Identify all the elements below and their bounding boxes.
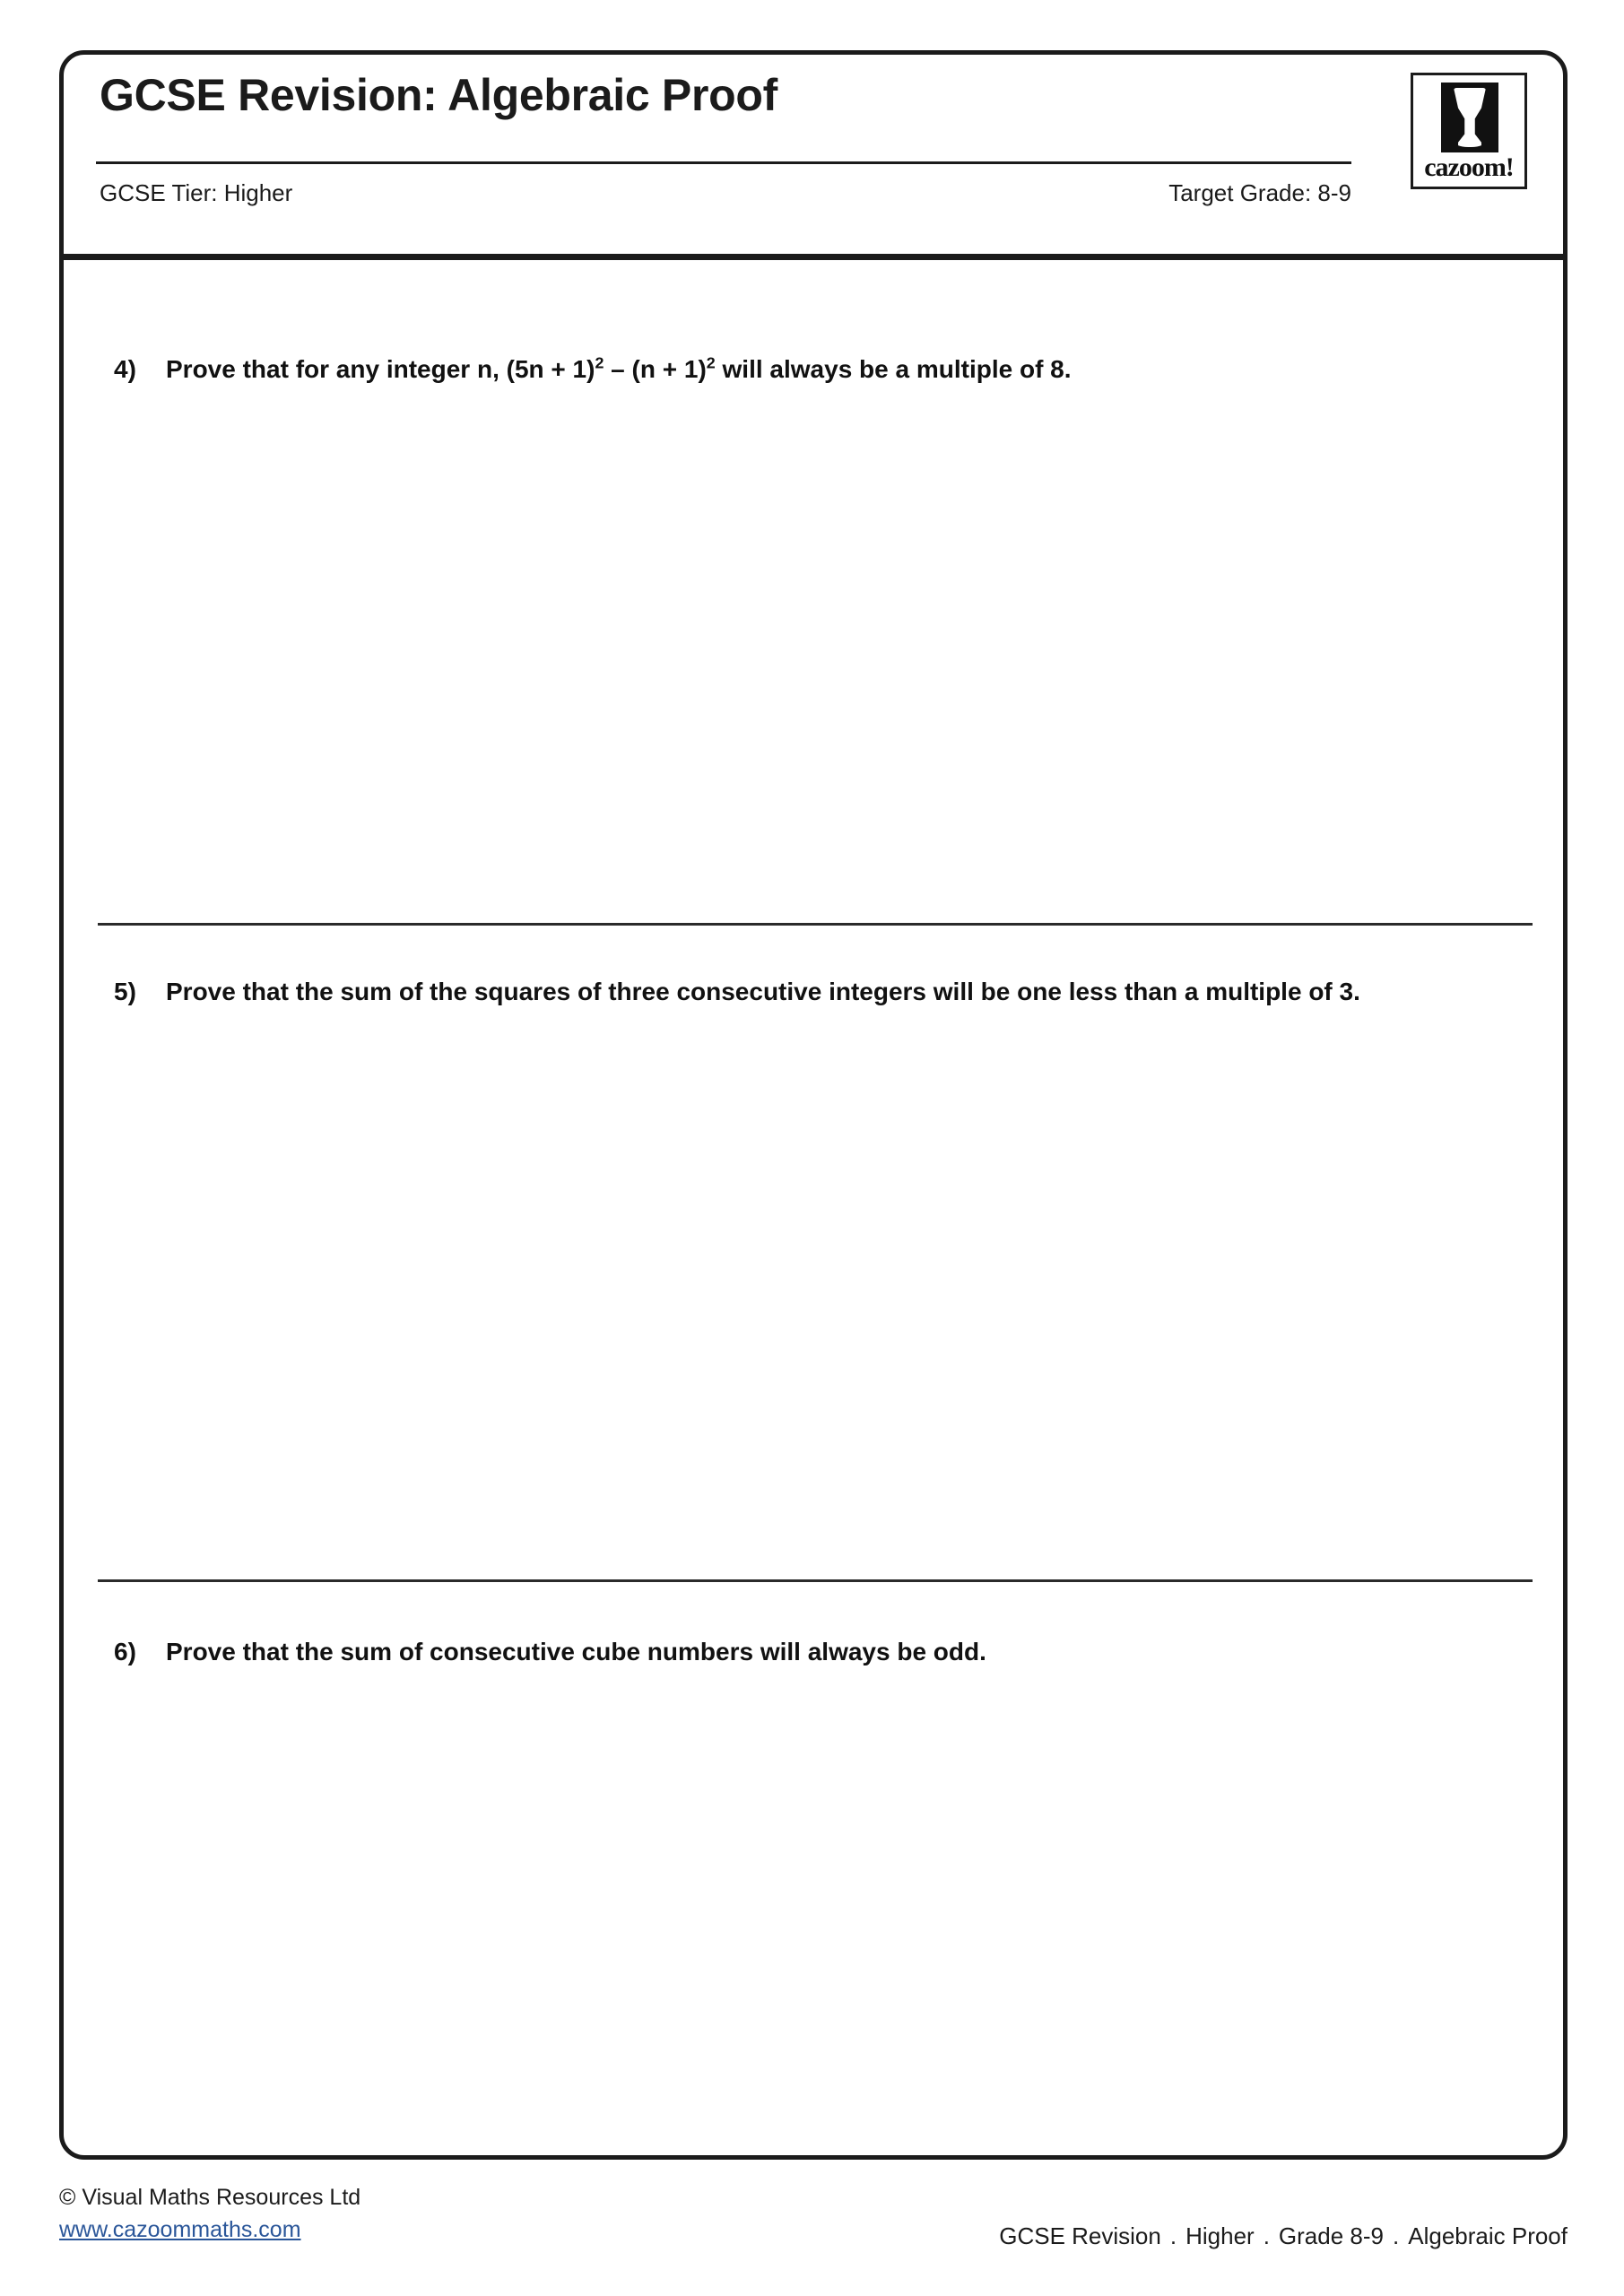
tier-label: GCSE Tier: Higher	[100, 179, 293, 206]
footer-copyright-block	[59, 2181, 360, 2247]
question-4-text	[166, 353, 1459, 387]
question-5	[114, 976, 1459, 1009]
footer-breadcrumb	[671, 2222, 1568, 2250]
breadcrumb-item-grade: Grade 8-9	[1278, 2222, 1384, 2249]
breadcrumb-item-revision: GCSE Revision	[999, 2222, 1161, 2249]
hourglass-glass-icon	[1441, 83, 1498, 152]
question-4	[114, 353, 1459, 387]
title-divider	[96, 161, 1351, 164]
question-divider-1	[98, 923, 1533, 926]
worksheet-frame	[59, 50, 1568, 2160]
question-4-exponent-2: 2	[706, 353, 716, 372]
question-6	[114, 1636, 1459, 1669]
question-5-text: Prove that the sum of the squares of three consecutive integers will be one less than a multiple of 3.	[166, 978, 1360, 1005]
breadcrumb-separator-3: .	[1393, 2222, 1400, 2249]
question-4-part-1: Prove that for any integer n, (5n + 1)	[166, 355, 595, 383]
website-link[interactable]: www.cazoommaths.com	[59, 2217, 301, 2243]
copyright-text: © Visual Maths Resources Ltd	[59, 2185, 361, 2210]
question-5-number: 5)	[114, 978, 136, 1005]
worksheet-header	[64, 55, 1563, 258]
question-4-number: 4)	[114, 355, 136, 383]
question-4-exponent-1: 2	[595, 353, 604, 372]
breadcrumb-separator-2: .	[1263, 2222, 1270, 2249]
question-4-part-2: – (n + 1)	[604, 355, 707, 383]
cazoom-logo	[1411, 73, 1527, 189]
logo-wordmark: cazoom!	[1424, 152, 1514, 182]
breadcrumb-separator-1: .	[1169, 2222, 1177, 2249]
target-grade-label: Target Grade: 8-9	[1168, 179, 1351, 206]
question-6-text: Prove that the sum of consecutive cube numbers will always be odd.	[166, 1638, 986, 1665]
question-6-number: 6)	[114, 1638, 136, 1665]
header-band	[64, 254, 1563, 260]
breadcrumb-item-tier: Higher	[1185, 2222, 1255, 2249]
question-divider-2	[98, 1579, 1533, 1582]
hourglass-glass-shape	[1454, 88, 1486, 147]
page-title: GCSE Revision: Algebraic Proof	[100, 70, 777, 120]
question-4-part-3: will always be a multiple of 8.	[715, 355, 1072, 383]
breadcrumb-item-topic: Algebraic Proof	[1408, 2222, 1568, 2249]
